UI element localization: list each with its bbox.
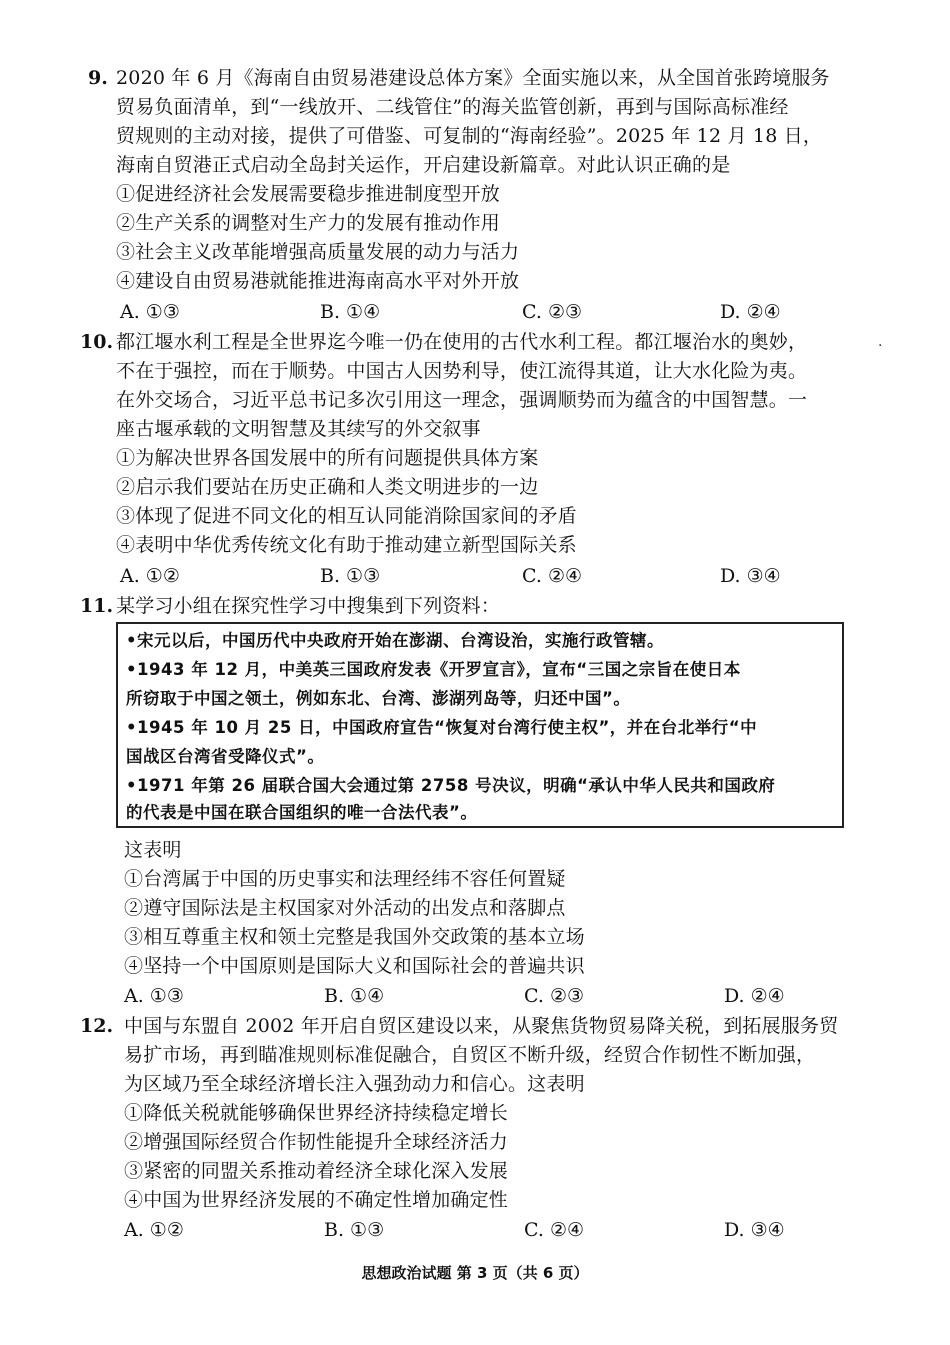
statement-item: ①降低关税就能够确保世界经济持续稳定增长 <box>124 1102 509 1124</box>
statement-item: ③社会主义改革能增强高质量发展的动力与活力 <box>116 241 520 263</box>
page-footer: 思想政治试题 第 3 页（共 6 页） <box>361 1264 589 1282</box>
statement-item: ①为解决世界各国发展中的所有问题提供具体方案 <box>116 447 539 469</box>
statement-item: ④表明中华优秀传统文化有助于推动建立新型国际关系 <box>116 534 577 556</box>
question-stem-line: 都江堰水利工程是全世界迄今唯一仍在使用的古代水利工程。都江堰治水的奥妙， <box>116 331 808 353</box>
statement-item: ④建设自由贸易港就能推进海南高水平对外开放 <box>116 270 520 292</box>
statement-item: ①促进经济社会发展需要稳步推进制度型开放 <box>116 183 501 205</box>
option-d[interactable]: D. ②④ <box>720 301 781 323</box>
statement-item: ③体现了促进不同文化的相互认同能消除国家间的矛盾 <box>116 505 577 527</box>
option-a[interactable]: A. ①② <box>124 1219 184 1241</box>
question-stem-line: 座古堰承载的文明智慧及其续写的外交叙事 <box>116 418 481 440</box>
question-stem-line: 贸易负面清单，到“一线放开、二线管住”的海关监管创新，再到与国际高标准经 <box>116 96 789 118</box>
option-c[interactable]: C. ②③ <box>524 985 585 1007</box>
question-number: 10. <box>80 331 114 353</box>
option-a[interactable]: A. ①③ <box>120 301 180 323</box>
option-a[interactable]: A. ①② <box>120 565 180 587</box>
statement-item: ②生产关系的调整对生产力的发展有推动作用 <box>116 212 501 234</box>
question-stem-line: 在外交场合，习近平总书记多次引用这一理念，强调顺势而为蕴含的中国智慧。一 <box>116 389 808 411</box>
question-stem-line: 易扩市场，再到瞄准规则标准促融合，自贸区不断升级，经贸合作韧性不断加强， <box>124 1044 816 1066</box>
option-b[interactable]: B. ①④ <box>324 985 385 1007</box>
statement-item: ④中国为世界经济发展的不确定性增加确定性 <box>124 1189 509 1211</box>
statement-item: ④坚持一个中国原则是国际大义和国际社会的普遍共识 <box>124 955 585 977</box>
question-stem-line: 为区域乃至全球经济增长注入强劲动力和信心。这表明 <box>124 1073 585 1095</box>
material-line: •宋元以后，中国历代中央政府开始在澎湖、台湾设治，实施行政管辖。 <box>126 631 665 650</box>
option-d[interactable]: D. ②④ <box>724 985 785 1007</box>
question-stem-line: 2020 年 6 月《海南自由贸易港建设总体方案》全面实施以来，从全国首张跨境服务 <box>116 67 830 89</box>
material-line: •1971 年第 26 届联合国大会通过第 2758 号决议，明确“承认中华人民共和国政府 <box>126 776 776 795</box>
question-stem-line: 海南自贸港正式启动全岛封关运作，开启建设新篇章。对此认识正确的是 <box>116 154 731 176</box>
statement-item: ②遵守国际法是主权国家对外活动的出发点和落脚点 <box>124 897 566 919</box>
option-c[interactable]: C. ②④ <box>524 1219 585 1241</box>
material-line: 的代表是中国在联合国组织的唯一合法代表”。 <box>126 803 478 822</box>
statement-item: ①台湾属于中国的历史事实和法理经纬不容任何置疑 <box>124 868 566 890</box>
option-c[interactable]: C. ②④ <box>522 565 583 587</box>
option-a[interactable]: A. ①③ <box>124 985 184 1007</box>
option-b[interactable]: B. ①③ <box>320 565 381 587</box>
material-line: 所窃取于中国之领土，例如东北、台湾、澎湖列岛等，归还中国”。 <box>126 689 631 708</box>
source-materials-box <box>116 622 844 828</box>
question-stem-line: 某学习小组在探究性学习中搜集到下列资料： <box>116 595 501 617</box>
question-stem-line: 不在于强控，而在于顺势。中国古人因势利导，使江流得其道，让大水化险为夷。 <box>116 360 808 382</box>
question-number: 11. <box>80 595 114 617</box>
option-b[interactable]: B. ①④ <box>320 301 381 323</box>
question-number: 9. <box>88 67 108 89</box>
option-d[interactable]: D. ③④ <box>720 565 781 587</box>
question-stem-line: 中国与东盟自 2002 年开启自贸区建设以来，从聚焦货物贸易降关税，到拓展服务贸 <box>124 1015 839 1037</box>
question-lead: 这表明 <box>124 839 182 861</box>
material-line: •1943 年 12 月，中美英三国政府发表《开罗宣言》，宣布“三国之宗旨在使日本 <box>126 660 741 679</box>
stray-mark: . <box>878 334 883 350</box>
material-line: •1945 年 10 月 25 日，中国政府宣告“恢复对台湾行使主权”，并在台北举行“中 <box>126 718 758 737</box>
statement-item: ③紧密的同盟关系推动着经济全球化深入发展 <box>124 1160 509 1182</box>
statement-item: ②增强国际经贸合作韧性能提升全球经济活力 <box>124 1131 509 1153</box>
question-number: 12. <box>80 1015 114 1037</box>
option-d[interactable]: D. ③④ <box>724 1219 785 1241</box>
statement-item: ②启示我们要站在历史正确和人类文明进步的一边 <box>116 476 539 498</box>
question-stem-line: 贸规则的主动对接，提供了可借鉴、可复制的“海南经验”。2025 年 12 月 18 日， <box>116 125 823 147</box>
statement-item: ③相互尊重主权和领土完整是我国外交政策的基本立场 <box>124 926 585 948</box>
option-c[interactable]: C. ②③ <box>522 301 583 323</box>
option-b[interactable]: B. ①③ <box>324 1219 385 1241</box>
material-line: 国战区台湾省受降仪式”。 <box>126 747 325 766</box>
